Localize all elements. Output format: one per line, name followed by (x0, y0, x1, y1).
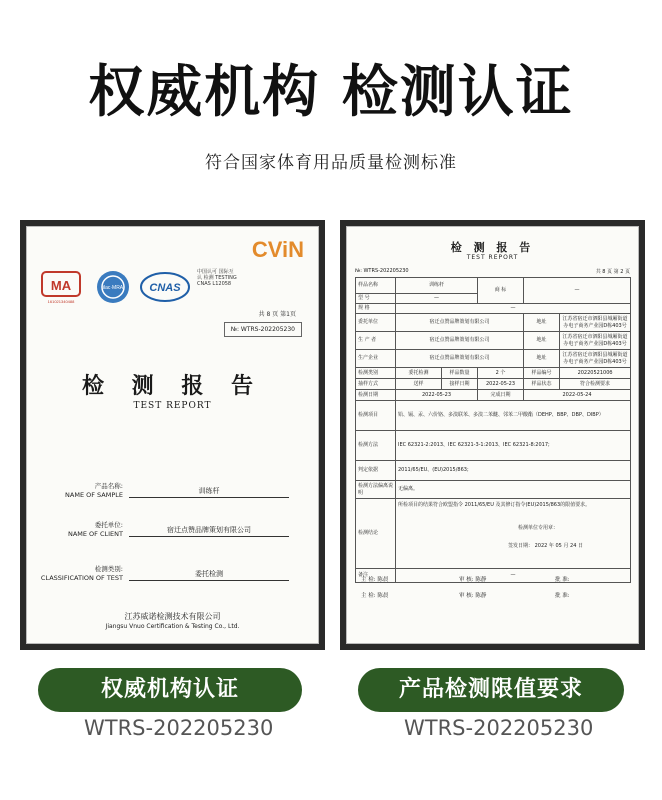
accreditation-logos (39, 269, 309, 309)
report-number-box: №: WTRS-202205230 (224, 322, 302, 337)
field-value: 委托检测 (129, 569, 289, 581)
table-row: 检测项目 铅、镉、汞、六价铬、多溴联苯、多溴二苯醚、邻苯二甲酸酯（DEHP、BBP、DBP、DIBP） (356, 401, 631, 431)
authority-cert-badge: 权威机构认证 (38, 668, 302, 712)
svg-text:CNAS: CNAS (149, 282, 181, 294)
table-row: 生 产 者 宿迁点赞品牌策划有限公司 地址 江苏省宿迁市泗阳县城厢街道办电子商务产业园D栋403号 (356, 332, 631, 350)
report-code-right: WTRS-202205230 (404, 716, 594, 740)
svg-text:161021340488: 161021340488 (47, 299, 75, 304)
table-row: 检测方法 IEC 62321-2:2013、IEC 62321-3-1:2013、IEC 62321-8:2017; (356, 431, 631, 461)
signature-block: 主 检: 陈晨 审 核: 陈静 批 准: 主 检: 陈晨 审 核: 陈静 批 准: (361, 577, 570, 599)
issuer-name-en: Jiangsu Vnuo Certification & Testing Co., Ltd. (105, 623, 240, 630)
field-test-class: 检测类别: CLASSIFICATION OF TEST 委托检测 (39, 565, 309, 591)
report-title-cn: 检 测 报 告 (450, 241, 535, 254)
certificate-frame-right (340, 220, 645, 650)
cnas-caption: 中国认可 国际互认 检测 TESTING CNAS L12058 (197, 269, 237, 287)
field-value: 宿迁点赞品牌策划有限公司 (129, 525, 289, 537)
certificate-cover (26, 226, 319, 644)
certificate-frame-left (20, 220, 325, 650)
table-row: 样品名称 训练杆 商 标 — (356, 278, 631, 294)
field-value: 训练杆 (129, 486, 289, 498)
table-row: 型 号 — (356, 294, 631, 304)
svg-text:MA: MA (50, 278, 72, 293)
ilac-logo-icon (95, 269, 131, 305)
limit-requirement-badge: 产品检测限值要求 (358, 668, 624, 712)
report-title-en: TEST REPORT (133, 401, 212, 411)
report-detail-page (346, 226, 639, 644)
report-title-cn: 检 测 报 告 (82, 373, 263, 399)
cma-logo-icon (41, 271, 81, 305)
table-row: 判定依据 2011/65/EU、(EU)2015/863; (356, 461, 631, 481)
report-meta: №: WTRS-202205230 共 8 页 第 2 页 (355, 268, 630, 275)
page-info: 共 8 页 第1页 (258, 311, 296, 318)
table-row: 检测方法偏离说明 无偏离。 (356, 481, 631, 499)
table-row: 规 格 — (356, 304, 631, 314)
headline: 权威机构 检测认证 (88, 60, 574, 125)
table-row: 抽样方式 送样 接样日期 2022-05-23 样品状态 符合检测要求 (356, 379, 631, 390)
report-table (355, 277, 631, 583)
table-row: 检测结论 所检项目的结果符合欧盟指令 2011/65/EU 及其修订指令(EU)2015/863的限值要求。 检测单位专用章： 签发日期： 2022 年 05 月 24 日 (356, 499, 631, 569)
table-row: 检测日期 2022-05-23 完成日期 2022-05-24 (356, 390, 631, 401)
table-row: 备注 — (356, 569, 631, 583)
svg-text:ilac·MRA: ilac·MRA (102, 285, 124, 291)
table-row: 生产企业 宿迁点赞品牌策划有限公司 地址 江苏省宿迁市泗阳县城厢街道办电子商务产业园D栋403号 (356, 350, 631, 368)
table-row: 检测类别 委托检测 样品数量 2 个 样品编号 2022052100б (356, 368, 631, 379)
field-sample-name: 产品名称: NAME OF SAMPLE 训练杆 (39, 482, 309, 508)
subline: 符合国家体育用品质量检测标准 (205, 153, 457, 173)
issuer-name-cn: 江苏威诺检测技术有限公司 (124, 612, 221, 621)
field-client: 委托单位: NAME OF CLIENT 宿迁点赞品牌策划有限公司 (39, 521, 309, 547)
report-code-left: WTRS-202205230 (84, 716, 274, 740)
cvin-logo: CViN (251, 237, 304, 262)
report-title-en: TEST REPORT (466, 254, 519, 261)
cnas-logo-icon (139, 269, 191, 305)
table-row: 委托单位 宿迁点赞品牌策划有限公司 地址 江苏省宿迁市泗阳县城厢街道办电子商务产业园D栋403号 (356, 314, 631, 332)
